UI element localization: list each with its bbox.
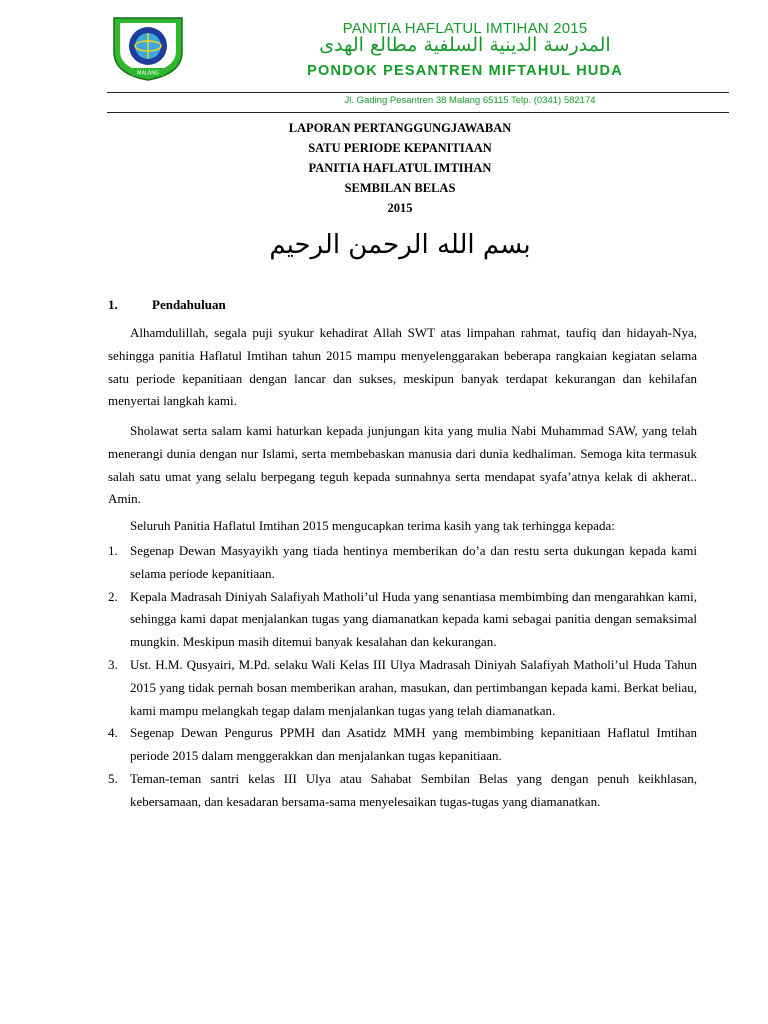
school-seal-logo	[106, 12, 190, 82]
list-item	[108, 722, 697, 768]
paragraph-text: Sholawat serta salam kami haturkan kepada junjungan kita yang mulia Nabi Muhammad SAW, yang telah menerangi dunia dengan nur Islami, serta membebaskan manusia dari dunia kedhaliman. Semoga kita termasuk salah satu umat yang selalu berpegang teguh kepada sunnahnya serta mendapat syafa’atnya kelak di akherat.. Amin.	[108, 423, 697, 507]
thanks-list	[108, 540, 697, 814]
list-item-number: 3.	[108, 656, 118, 672]
title-line: PANITIA HAFLATUL IMTIHAN	[308, 161, 492, 175]
list-item	[108, 540, 697, 586]
list-item	[108, 654, 697, 722]
list-item-text: Kepala Madrasah Diniyah Salafiyah Matholi’ul Huda yang senantiasa membimbing dan mengarahkan kami, sehingga kami dapat menjalankan tugas yang diamanatkan kepada kami sebagai panitia dengan semaksimal mungkin. Meskipun masih ditemui banyak kesalahan dan kekurangan.	[130, 588, 697, 650]
title-line: SATU PERIODE KEPANITIAAN	[308, 141, 492, 155]
list-item-number: 1.	[108, 543, 118, 558]
section-number: 1.	[108, 297, 118, 312]
list-item-number: 5.	[108, 770, 118, 786]
paragraph	[108, 420, 697, 511]
title-line: 2015	[387, 201, 413, 215]
list-item	[108, 586, 697, 654]
list-item-text: Ust. H.M. Qusyairi, M.Pd. selaku Wali Kelas III Ulya Madrasah Diniyah Salafiyah Matholi’ul Huda Tahun 2015 yang tidak pernah bosan memberikan arahan, masukan, dan pertimbangan kepada kami. Berkat beliau, kami mampu melangkah tegap dalam menjalankan tugas yang telah diamanatkan.	[130, 656, 697, 718]
list-item-number: 2.	[108, 588, 118, 604]
list-item-text: Segenap Dewan Masyayikh yang tiada hentinya memberikan do’a dan restu serta dukungan kepada kami selama periode kepanitiaan.	[130, 543, 697, 581]
report-title	[0, 118, 768, 218]
header-committee-title: PANITIA HAFLATUL IMTIHAN 2015	[342, 20, 588, 37]
header-rule-top	[107, 92, 729, 93]
header-rule-bottom	[107, 112, 729, 113]
list-item-text: Segenap Dewan Pengurus PPMH dan Asatidz MMH yang membimbing kepanitiaan Haflatul Imtihan periode 2015 dalam menggerakkan dan menjalankan tugas kepanitiaan.	[130, 725, 697, 764]
section-title: Pendahuluan	[152, 297, 226, 312]
thanks-intro: Seluruh Panitia Haflatul Imtihan 2015 mengucapkan terima kasih yang tak terhingga kepada:	[130, 518, 615, 533]
paragraph-text: Alhamdulillah, segala puji syukur kehadirat Allah SWT atas limpahan rahmat, taufiq dan hidayah-Nya, sehingga panitia Haflatul Imtihan tahun 2015 mampu menyelenggarakan beberapa rangkaian kegiatan selama satu periode kepanitiaan dengan lancar dan sukses, meskipun banyak terdapat kekurangan dan kehilafan menyertai langkah kami.	[108, 325, 697, 409]
list-item-number: 4.	[108, 725, 118, 741]
header-address: Jl. Gading Pesantren 38 Malang 65115 Telp. (0341) 582174	[344, 95, 596, 106]
title-line: LAPORAN PERTANGGUNGJAWABAN	[288, 121, 512, 135]
basmala: بسم الله الرحمن الرحيم	[269, 230, 531, 260]
paragraph	[108, 322, 697, 413]
list-item-text: Teman-teman santri kelas III Ulya atau Sahabat Sembilan Belas yang dengan penuh keikhlasan, kebersamaan, dan kesadaran bersama-sama menyelesaikan tugas-tugas yang diamanatkan.	[130, 770, 697, 809]
header-arabic-name: المدرسة الدينية السلفية مطالع الهدى	[319, 34, 611, 56]
list-item	[108, 768, 697, 814]
header-institution-name: PONDOK PESANTREN MIFTAHUL HUDA	[307, 63, 623, 79]
title-line: SEMBILAN BELAS	[344, 181, 456, 195]
logo-caption: MALANG	[137, 70, 159, 77]
